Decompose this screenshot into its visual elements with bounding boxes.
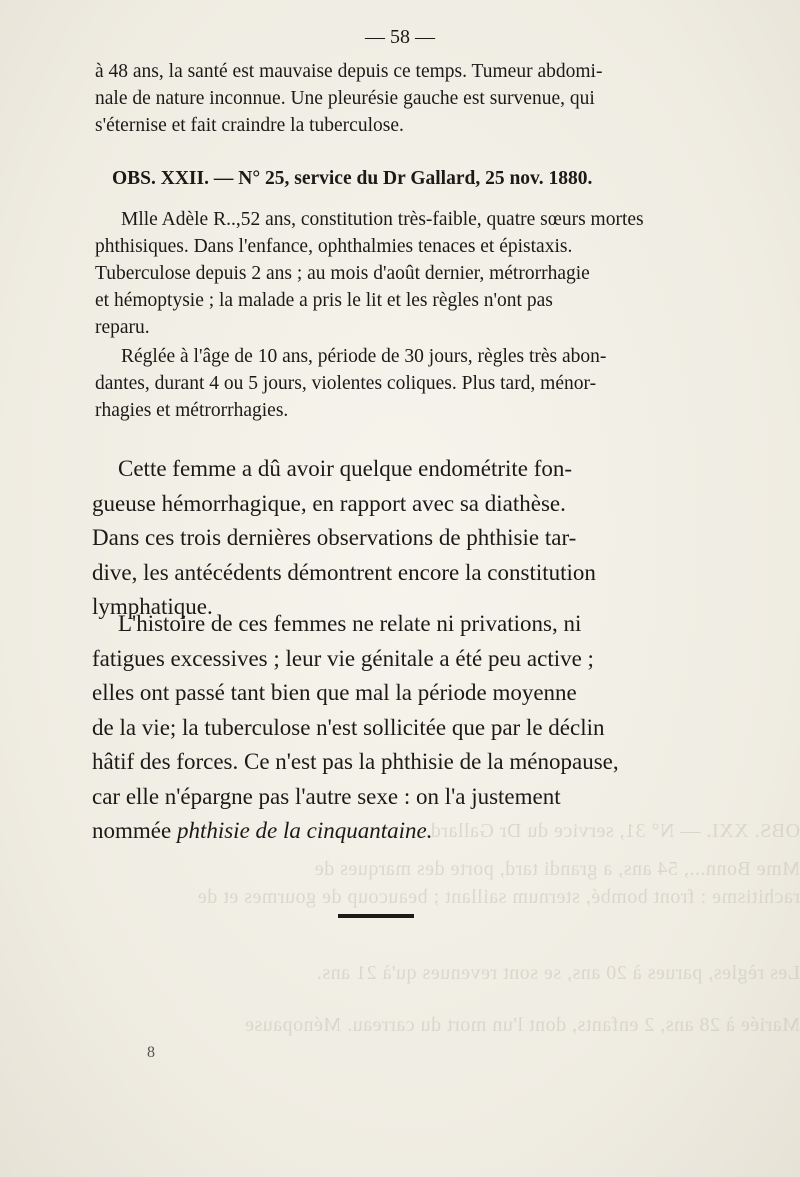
discussion-paragraph-1 bbox=[92, 452, 658, 625]
observation-header: OBS. XXII. — N° 25, service du Dr Gallard, 25 nov. 1880. bbox=[112, 168, 593, 189]
text-line: hâtif des forces. Ce n'est pas la phthisie de la ménopause, bbox=[92, 749, 619, 774]
text-line: dive, les antécédents démontrent encore la constitution bbox=[92, 559, 596, 585]
text-line: Mlle Adèle R..,52 ans, constitution très-faible, quatre sœurs mortes bbox=[121, 209, 644, 230]
text-line: L'histoire de ces femmes ne relate ni privations, ni bbox=[118, 611, 582, 636]
italic-term: phthisie de la cinquantaine. bbox=[176, 818, 433, 843]
case-paragraph bbox=[95, 206, 655, 341]
text-line: gueuse hémorrhagique, en rapport avec sa diathèse. bbox=[92, 490, 566, 516]
text-line: lymphatique. bbox=[92, 594, 213, 619]
text-line: Cette femme a dû avoir quelque endométrite fon- bbox=[118, 456, 573, 481]
text-line: et hémoptysie ; la malade a pris le lit et les règles n'ont pas bbox=[95, 290, 553, 311]
text-line: de la vie; la tuberculose n'est sollicitée que par le déclin bbox=[92, 714, 605, 740]
signature-mark: 8 bbox=[147, 1044, 155, 1061]
text-line: reparu. bbox=[95, 317, 150, 338]
bleed-through: rachitisme : front bombé, sternum saillant ; beaucoup de gourmes et de bbox=[197, 886, 800, 908]
text-line: rhagies et métrorrhagies. bbox=[95, 400, 289, 421]
text-line: à 48 ans, la santé est mauvaise depuis ce temps. Tumeur abdomi- bbox=[95, 61, 603, 82]
text-line: Dans ces trois dernières observations de phthisie tar- bbox=[92, 525, 577, 550]
end-rule bbox=[338, 914, 414, 918]
text-line: Réglée à l'âge de 10 ans, période de 30 jours, règles très abon- bbox=[121, 346, 607, 367]
bleed-through: Mariée à 28 ans, 2 enfants, dont l'un mort du carreau. Ménopause bbox=[244, 1014, 800, 1036]
text-line: Tuberculose depuis 2 ans ; au mois d'août dernier, métrorrhagie bbox=[95, 263, 590, 284]
text-line: car elle n'épargne pas l'autre sexe : on l'a justement bbox=[92, 783, 561, 809]
bleed-through: OBS. XXI. — N° 31, service du Dr Gallard. bbox=[424, 820, 800, 842]
text-line: elles ont passé tant bien que mal la période moyenne bbox=[92, 680, 577, 705]
closing-prefix: nommée bbox=[92, 818, 177, 843]
text-line: s'éternise et fait craindre la tuberculose. bbox=[95, 115, 404, 136]
closing-line bbox=[92, 814, 658, 849]
bleed-through: Mme Bonn..., 54 ans, a grandi tard, porte des marques de bbox=[314, 858, 800, 880]
discussion-paragraph-2 bbox=[92, 607, 658, 849]
text-line: phthisiques. Dans l'enfance, ophthalmies tenaces et épistaxis. bbox=[95, 236, 573, 257]
top-paragraph bbox=[95, 58, 655, 139]
text-line: dantes, durant 4 ou 5 jours, violentes coliques. Plus tard, ménor- bbox=[95, 373, 597, 394]
menses-paragraph bbox=[95, 343, 655, 424]
bleed-through: Les règles, parues à 20 ans, se sont revenues qu'à 21 ans. bbox=[316, 962, 800, 984]
text-line: fatigues excessives ; leur vie génitale a été peu active ; bbox=[92, 645, 594, 671]
text-line: nale de nature inconnue. Une pleurésie gauche est survenue, qui bbox=[95, 88, 595, 109]
page-number: — 58 — bbox=[365, 26, 435, 48]
